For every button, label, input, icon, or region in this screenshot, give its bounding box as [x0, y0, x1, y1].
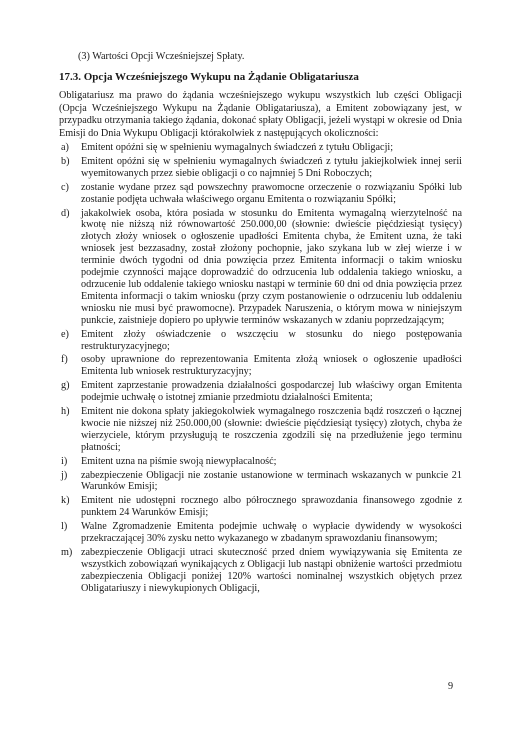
- page-number: 9: [448, 681, 454, 692]
- list-item-text: zabezpieczenie Obligacji utraci skuteczność przed dniem wywiązywania się Emitenta ze wszystkich zobowiązań wynikających z Obligacji lub nastąpi obniżenie wartości przedmiotu zabezpieczenia Obligacji poniżej 120% wartości nominalnej wszystkich objętych przez Obligatariuszy i niewykupionych Obligacji,: [81, 547, 462, 594]
- list-item-text: Emitent nie udostępni rocznego albo półrocznego sprawozdania finansowego zgodnie z punktem 24 Warunków Emisji;: [81, 495, 462, 519]
- list-item-text: jakakolwiek osoba, która posiada w stosunku do Emitenta wymagalną wierzytelność na kwotę nie niższą niż równowartość 250.000,00 (słownie: dwieście pięćdziesiąt tysięcy) złotych złoży wniosek o ogłoszenie upadłości Emitenta chyba, że Emitent uzna, że taki wniosek jest bezzasadny, został złożony pochopnie, jako szykana lub w złej wierze i w terminie dwóch tygodni od dnia powzięcia przez Emitenta informacji o takim wniosku podejmie czynności mające doprowadzić do odrzucenia lub oddalenia takiego wniosku, a odrzucenie lub oddalenie takiego wniosku nastąpi w terminie 60 dni od dnia powzięcia przez Emitenta informacji o takim wniosku (przy czym postanowienie o odrzuceniu lub oddaleniu wniosku nie musi być prawomocne). Przypadek Naruszenia, o którym mowa w niniejszym punkcie, zaistnieje dopiero po upływie terminów wskazanych w zdaniu poprzedzającym;: [81, 207, 462, 326]
- list-item-label: l): [61, 521, 68, 533]
- list-item-text: Emitent opóźni się w spełnieniu wymagalnych świadczeń z tytułu jakiejkolwiek innej serii wyemitowanych przez siebie obligacji o co najmniej 5 Dni Roboczych;: [81, 155, 462, 179]
- list-item-text: Emitent zaprzestanie prowadzenia działalności gospodarczej lub właściwy organ Emitenta podejmie uchwałę o istotnej zmianie przedmiotu działalności Emitenta;: [81, 380, 462, 404]
- list-item-label: h): [61, 406, 70, 418]
- intro-paragraph: Obligatariusz ma prawo do żądania wcześniejszego wykupu wszystkich lub części Obligacji (Opcja Wcześniejszego Wykupu na Żądanie Obligatariusza), a Emitent zobowiązany jest, w przypadku otrzymania takiego żądania, dokonać spłaty Obligacji, jeżeli wystąpi w okresie od Dnia Emisji do Dnia Wykupu Obligacji którakolwiek z następujących okoliczności:: [59, 90, 462, 139]
- list-item-text: zostanie wydane przez sąd powszechny prawomocne orzeczenie o rozwiązaniu Spółki lub zostanie podjęta uchwała właściwego organu Emitenta o rozwiązaniu Spółki;: [81, 181, 462, 205]
- list-item-label: k): [61, 495, 70, 507]
- list-item-label: f): [61, 354, 68, 366]
- list-item: [59, 354, 462, 378]
- list-item: [59, 182, 462, 206]
- list-item-label: e): [61, 328, 69, 340]
- list-item: [59, 208, 462, 327]
- list-item-label: g): [61, 380, 70, 392]
- list-item-text: Emitent złoży oświadczenie o wszczęciu w stosunku do niego postępowania restrukturyzacyjnego;: [81, 328, 462, 352]
- section-title: 17.3. Opcja Wcześniejszego Wykupu na Żądanie Obligatariusza: [59, 71, 359, 83]
- list-item: [59, 142, 462, 154]
- list-item: [59, 547, 462, 595]
- list-item: [59, 456, 462, 468]
- list-item: [59, 495, 462, 519]
- list-item-label: b): [61, 155, 70, 167]
- list-item-text: osoby uprawnione do reprezentowania Emitenta złożą wniosek o ogłoszenie upadłości Emitenta lub wniosek restrukturyzacyjny;: [81, 354, 462, 378]
- list-item: [59, 380, 462, 404]
- list-item-label: m): [61, 547, 73, 558]
- list-item: [59, 156, 462, 180]
- list-item-label: a): [61, 142, 69, 153]
- list-item-label: c): [61, 181, 69, 193]
- list-item-label: d): [61, 207, 70, 219]
- list-item-text: Emitent nie dokona spłaty jakiegokolwiek wymagalnego roszczenia bądź roszczeń o łącznej kwocie nie niższej niż 250.000,00 (słownie: dwieście pięćdziesiąt tysięcy) złotych, chyba że wierzyciele, którym przysługują te roszczenia zgodzili się na przedłużenie jego terminu płatności;: [81, 406, 462, 453]
- intro-line: (3) Wartości Opcji Wcześniejszej Spłaty.: [78, 51, 245, 62]
- list-item-text: Emitent opóźni się w spełnieniu wymagalnych świadczeń z tytułu Obligacji;: [81, 142, 394, 153]
- list-item: [59, 470, 462, 494]
- list-item: [59, 521, 462, 545]
- list-item-label: j): [61, 469, 68, 481]
- conditions-list: [59, 142, 462, 597]
- list-item-label: i): [61, 455, 68, 467]
- list-item: [59, 406, 462, 454]
- list-item-text: Emitent uzna na piśmie swoją niewypłacalność;: [81, 455, 277, 467]
- list-item: [59, 329, 462, 353]
- list-item-text: zabezpieczenie Obligacji nie zostanie ustanowione w terminach wskazanych w punkcie 21 Warunków Emisji;: [81, 469, 462, 493]
- list-item-text: Walne Zgromadzenie Emitenta podejmie uchwałę o wypłacie dywidendy w wysokości przekraczającej 30% zysku netto wykazanego w zbadanym sprawozdaniu finansowym;: [81, 521, 462, 545]
